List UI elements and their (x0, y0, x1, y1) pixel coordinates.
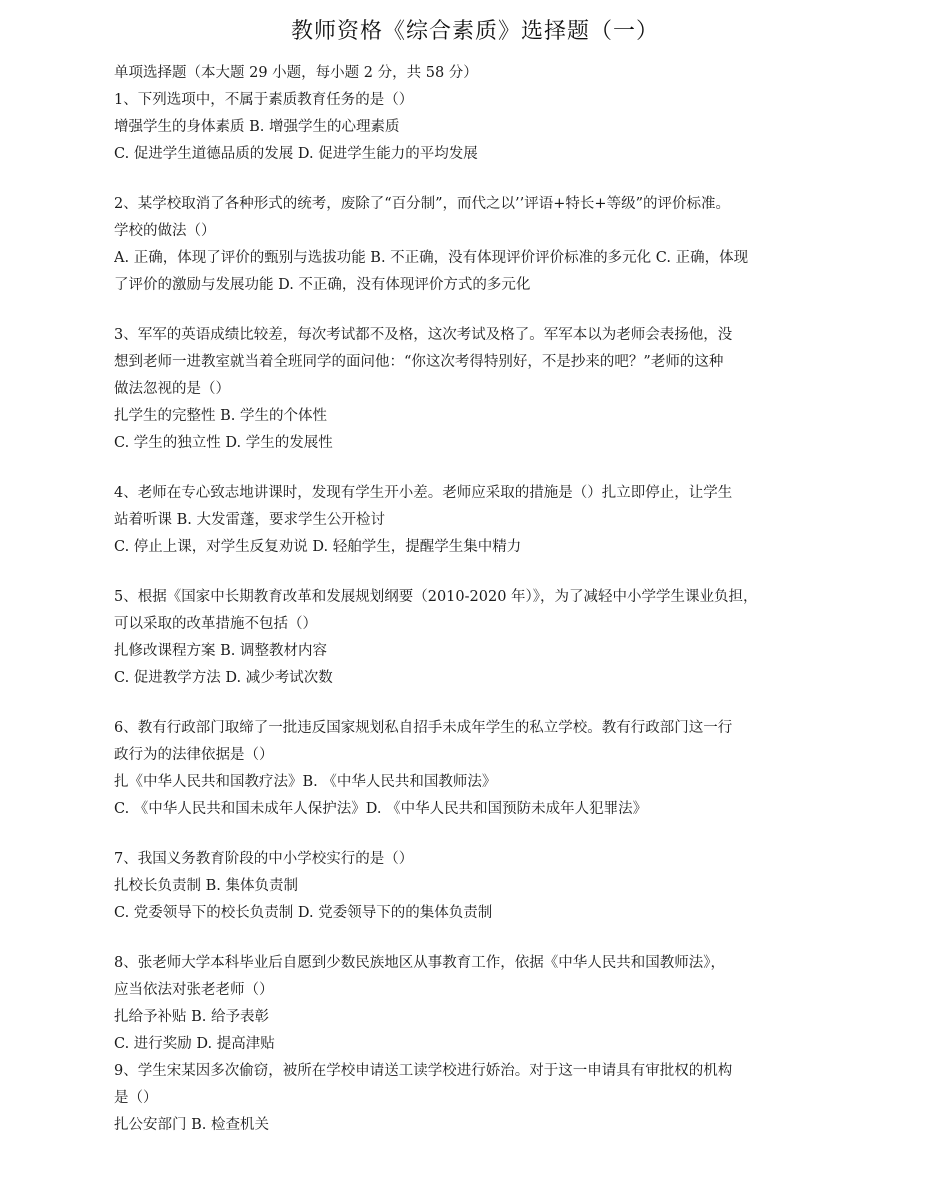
spacer (114, 561, 844, 584)
question-line: 5、根据《国家中长期教育改革和发展规划纲要（2010-2020 年）》，为了减轻中小学学生课业负担， (114, 589, 758, 605)
question-2 (114, 191, 844, 299)
spacer (114, 168, 844, 191)
question-line: 想到老师一进教室就当着全班同学的面问他：“你这次考得特别好，不是抄来的吧？”老师的这种 (114, 354, 724, 370)
question-line: 了评价的激励与发展功能 D. 不正确，没有体现评价方式的多元化 (114, 277, 531, 293)
question-line: 7、我国义务教育阶段的中小学校实行的是（） (114, 851, 414, 867)
question-line: 4、老师在专心致志地讲课时，发现有学生开小差。老师应采取的措施是（）扎立即停止，让学生 (114, 485, 733, 501)
question-7 (114, 846, 844, 927)
question-8 (114, 950, 844, 1058)
question-line: C. 停止上课，对学生反复劝说 D. 轻舶学生，提醒学生集中精力 (114, 539, 522, 555)
question-line: 6、教有行政部门取缔了一批违反国家规划私自招手未成年学生的私立学校。教有行政部门这一行 (114, 720, 733, 736)
question-1 (114, 87, 844, 168)
question-line: 做法忽视的是（） (114, 381, 230, 397)
question-line: 2、某学校取消了各种形式的统考，废除了“百分制”，而代之以’’评语+特长+等级”的评价标准。 (114, 196, 730, 212)
question-line: 应当依法对张老老师（） (114, 982, 274, 998)
question-line: 扎给予补贴 B. 给予表彰 (114, 1009, 269, 1025)
spacer (114, 457, 844, 480)
question-3 (114, 322, 844, 457)
question-line: 扎公安部门 B. 检查机关 (114, 1117, 269, 1133)
question-line: 9、学生宋某因多次偷窃，被所在学校申请送工读学校进行娇治。对于这一申请具有审批权的机构 (114, 1063, 733, 1079)
spacer (114, 299, 844, 322)
question-line: C. 《中华人民共和国未成年人保护法》D. 《中华人民共和国预防未成年人犯罪法》 (114, 801, 648, 817)
question-line: C. 促进教学方法 D. 减少考试次数 (114, 670, 333, 686)
question-line: 是（） (114, 1090, 158, 1106)
question-4 (114, 480, 844, 561)
question-line: C. 学生的独立性 D. 学生的发展性 (114, 435, 333, 451)
question-line: C. 党委领导下的校长负责制 D. 党委领导下的的集体负责制 (114, 905, 493, 921)
question-6 (114, 715, 844, 823)
question-line: 可以采取的改革措施不包括（） (114, 616, 317, 632)
question-line: 扎修改课程方案 B. 调整教材内容 (114, 643, 327, 659)
document-body (114, 60, 844, 1139)
page-title: 教师资格《综合素质》选择题（一） (290, 19, 659, 44)
question-line: 8、张老师大学本科毕业后自愿到少数民族地区从事教育工作，依据《中华人民共和国教师法》， (114, 955, 725, 971)
spacer (114, 692, 844, 715)
section-intro: 单项选择题（本大题 29 小题，每小题 2 分，共 58 分） (114, 65, 478, 81)
question-9 (114, 1058, 844, 1139)
question-line: C. 促进学生道德品质的发展 D. 促进学生能力的平均发展 (114, 146, 478, 162)
question-line: C. 进行奖励 D. 提高津贴 (114, 1036, 275, 1052)
question-line: A. 正确，体现了评价的甄别与选拔功能 B. 不正确，没有体现评价评价标准的多元化 C. 正确，体现 (114, 250, 749, 266)
spacer (114, 927, 844, 950)
question-line: 政行为的法律依据是（） (114, 747, 274, 763)
question-line: 扎学生的完整性 B. 学生的个体性 (114, 408, 327, 424)
question-line: 扎校长负责制 B. 集体负责制 (114, 878, 298, 894)
question-5 (114, 584, 844, 692)
spacer (114, 823, 844, 846)
question-line: 站着听课 B. 大发雷蓬，要求学生公开检讨 (114, 512, 385, 528)
question-line: 增强学生的身体素质 B. 增强学生的心理素质 (114, 119, 400, 135)
question-line: 3、军军的英语成绩比较差，每次考试都不及格，这次考试及格了。军军本以为老师会表扬他，没 (114, 327, 733, 343)
question-line: 扎《中华人民共和国教疗法》B. 《中华人民共和国教师法》 (114, 774, 497, 790)
question-line: 1、下列选项中，不属于素质教育任务的是（） (114, 92, 414, 108)
question-line: 学校的做法（） (114, 223, 216, 239)
